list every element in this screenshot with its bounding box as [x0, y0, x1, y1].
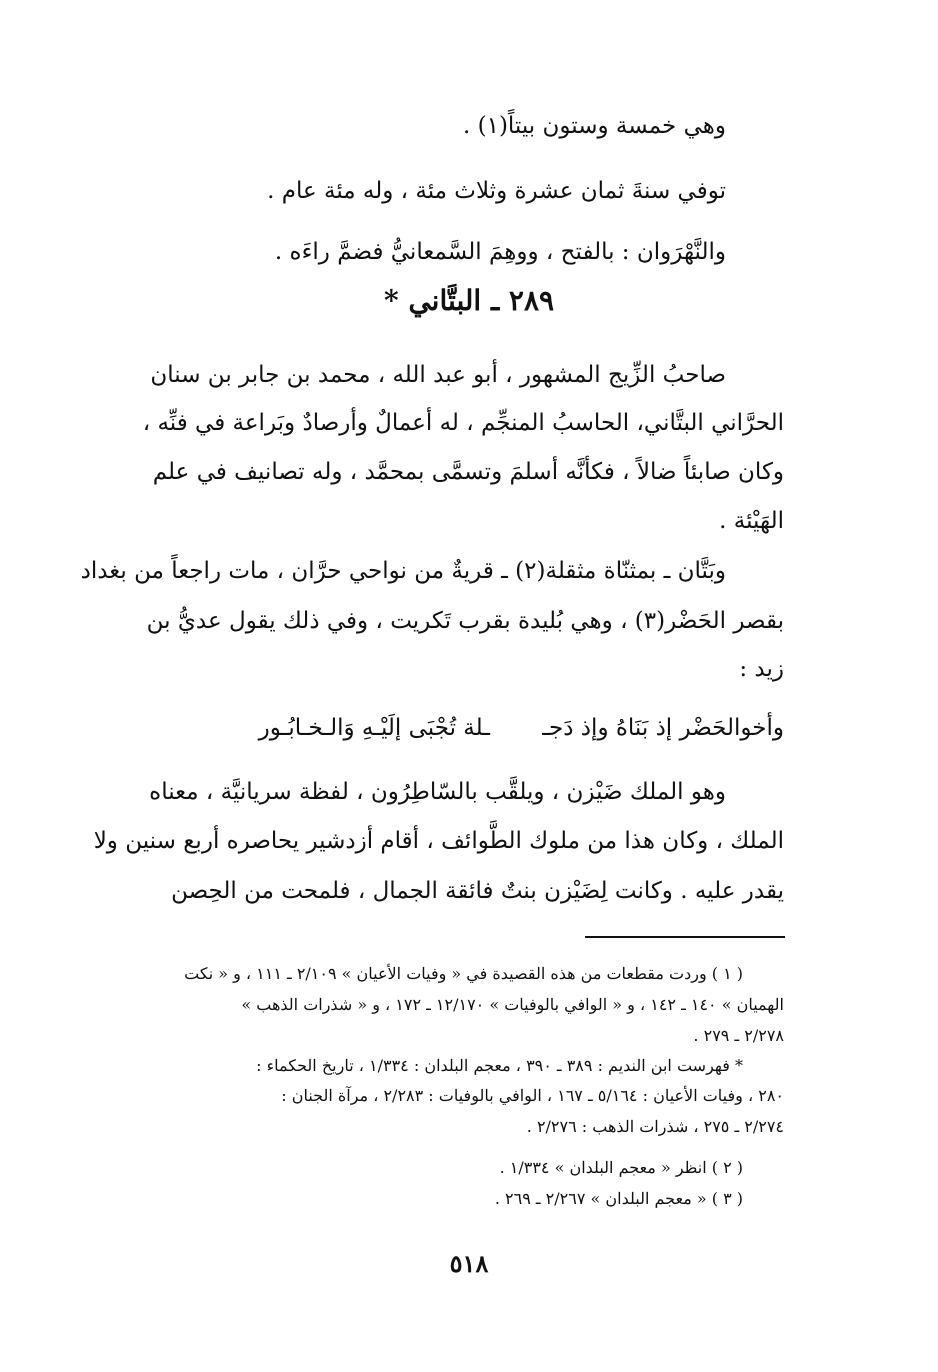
text-line: وهي خمسة وستون بيتاً(١) .	[462, 113, 726, 139]
footnote-line: ( ٢ ) انظر « معجم البلدان » ١/٣٣٤ .	[499, 1158, 743, 1177]
text-line: وكان صابئاً ضالاً ، فكأنَّه أسلمَ وتسمَّى بمحمَّد ، وله تصانيف في علم	[152, 459, 784, 485]
text-line: وبَتَّان ـ بمثنّاة مثقلة(٢) ـ قريةٌ من نواحي حرَّان ، مات راجعاً من بغداد	[80, 558, 726, 584]
verse-hemistich-second: ـلة تُجْبَى إلَيْـهِ وَالـخـابُـور	[258, 715, 490, 741]
footnote-divider	[585, 936, 785, 938]
footnote-line: الهميان » ١٤٠ ـ ١٤٢ ، و « الوافي بالوفيات » ١٢/١٧٠ ـ ١٧٢ ، و « شذرات الذهب »	[241, 995, 784, 1014]
text-line: يقدر عليه . وكانت لِضَيْزن بنتٌ فائقة الجمال ، فلمحت من الحِصن	[171, 878, 784, 904]
text-line: الملك ، وكان هذا من ملوك الطَّوائف ، أقام أزدشير يحاصره أربع سنين ولا	[93, 828, 784, 854]
footnote-line: ٢٨٠ ، وفيات الأعيان : ٥/١٦٤ ـ ١٦٧ ، الوافي بالوفيات : ٢/٢٨٣ ، مرآة الجنان :	[281, 1086, 784, 1105]
footnote-line: * فهرست ابن النديم : ٣٨٩ ـ ٣٩٠ ، معجم البلدان : ١/٣٣٤ ، تاريخ الحكماء :	[256, 1056, 743, 1075]
entry-title: ٢٨٩ ـ البتَّاني *	[383, 284, 555, 317]
text-line: صاحبُ الزِّيج المشهور ، أبو عبد الله ، محمد بن جابر بن سنان	[150, 362, 726, 388]
text-line: الحرَّاني البتَّاني، الحاسبُ المنجِّم ، له أعمالٌ وأرصادٌ وبَراعة في فنِّه ،	[142, 410, 784, 436]
text-line: توفي سنةَ ثمان عشرة وثلاث مئة ، وله مئة عام .	[267, 178, 726, 204]
footnote-line: ( ١ ) وردت مقطعات من هذه القصيدة في « وفيات الأعيان » ٢/١٠٩ ـ ١١١ ، و « نكت	[184, 964, 743, 983]
text-line: والنَّهْرَوان : بالفتح ، ووهِمَ السَّمعانيُّ فضمَّ راءَه .	[274, 239, 726, 265]
footnote-line: ٢/٢٧٤ ـ ٢٧٥ ، شذرات الذهب : ٢/٢٧٦ .	[526, 1117, 784, 1136]
text-line: زيد :	[739, 656, 784, 682]
text-line: بقصر الحَضْر(٣) ، وهي بُليدة بقرب تَكريت ، وفي ذلك يقول عديُّ بن	[146, 608, 784, 634]
footnote-line: ( ٣ ) « معجم البلدان » ٢/٢٦٧ ـ ٢٦٩ .	[494, 1189, 743, 1208]
page-number: ٥١٨	[449, 1249, 489, 1278]
verse-hemistich-first: وأخوالحَضْر إذ بَنَاهُ وإذ دَجـ	[542, 715, 784, 741]
text-line: الهَيْئة .	[719, 508, 784, 534]
text-line: وهو الملك ضَيْزن ، ويلقَّب بالسّاطِرُون ، لفظة سريانيَّة ، معناه	[149, 779, 726, 805]
footnote-line: ٢/٢٧٨ ـ ٢٧٩ .	[693, 1026, 784, 1045]
